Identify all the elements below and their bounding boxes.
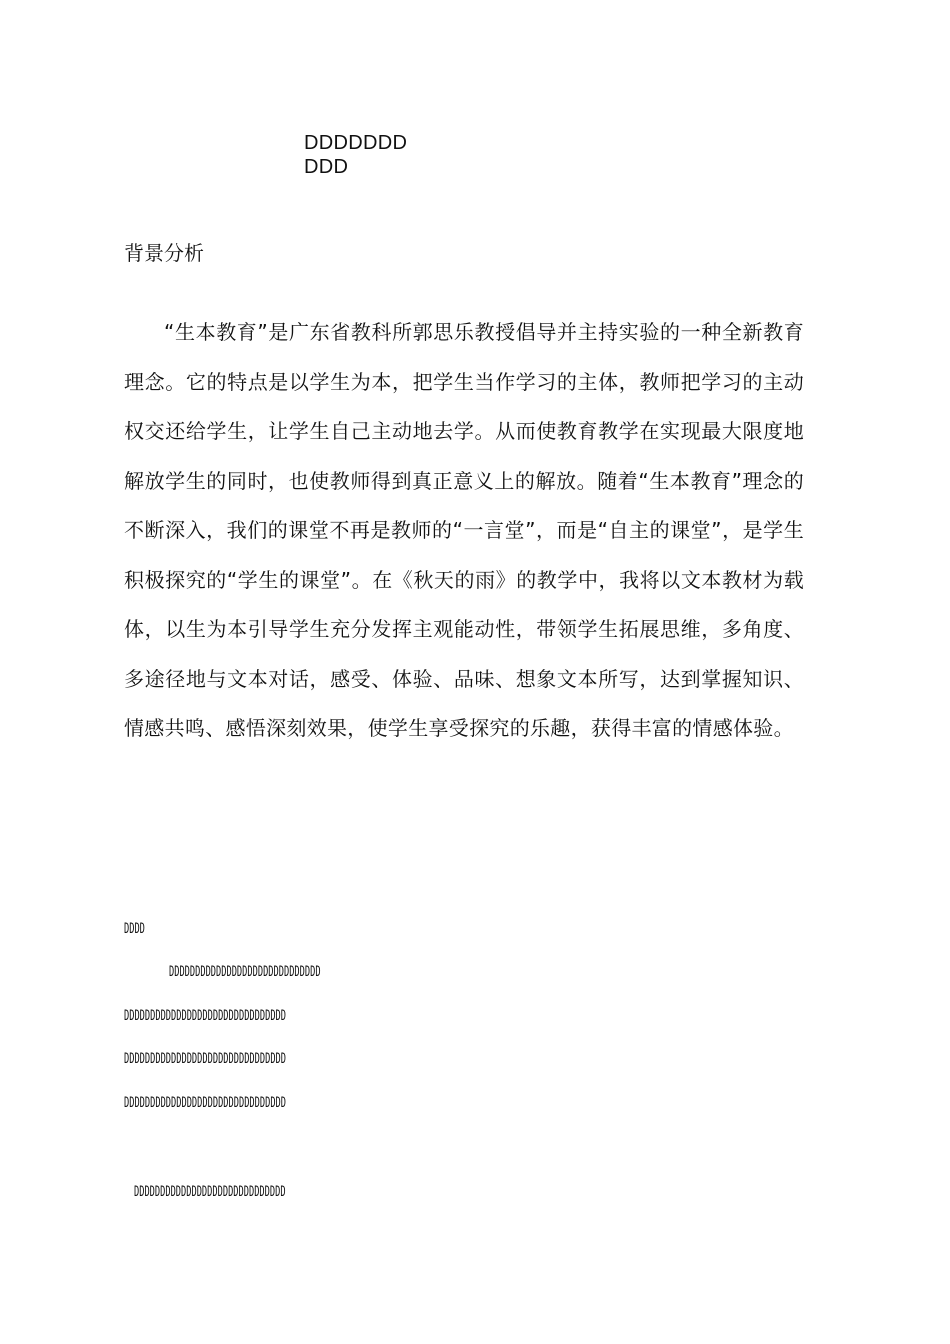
title-line-2: DDD <box>304 156 349 178</box>
garbled-line-4: DDDDDDDDDDDDDDDDDDDDDDDDDDDDDDD <box>124 1095 287 1111</box>
background-paragraph: “生本教育”是广东省教科所郭思乐教授倡导并主持实验的一种全新教育理念。它的特点是以学生为本，把学生当作学习的主体，教师把学习的主动权交还给学生，让学生自己主动地去学。从而使教育教学在实现最大限度地解放学生的同时，也使教师得到真正意义上的解放。随着“生本教育”理念的不断深入，我们的课堂不再是教师的“一言堂”，而是“自主的课堂”，是学生积极探究的“学生的课堂”。在《秋天的雨》的教学中，我将以文本教材为载体，以生为本引导学生充分发挥主观能动性，带领学生拓展思维，多角度、多途径地与文本对话，感受、体验、品味、想象文本所写，达到掌握知识、情感共鸣、感悟深刻效果，使学生享受探究的乐趣，获得丰富的情感体验。 <box>124 320 804 740</box>
title-line-1: DDDDDDD <box>304 132 408 154</box>
garbled-final-line: DDDDDDDDDDDDDDDDDDDDDDDDDDDDD <box>134 1184 286 1200</box>
garbled-line-3: DDDDDDDDDDDDDDDDDDDDDDDDDDDDDDD <box>124 1051 287 1067</box>
garbled-heading: DDDD <box>124 921 145 937</box>
section-heading-background: 背景分析 <box>124 241 204 265</box>
garbled-line-2: DDDDDDDDDDDDDDDDDDDDDDDDDDDDDDD <box>124 1008 287 1024</box>
document-title <box>304 131 407 179</box>
garbled-line-1: DDDDDDDDDDDDDDDDDDDDDDDDDDDDD <box>169 964 321 980</box>
